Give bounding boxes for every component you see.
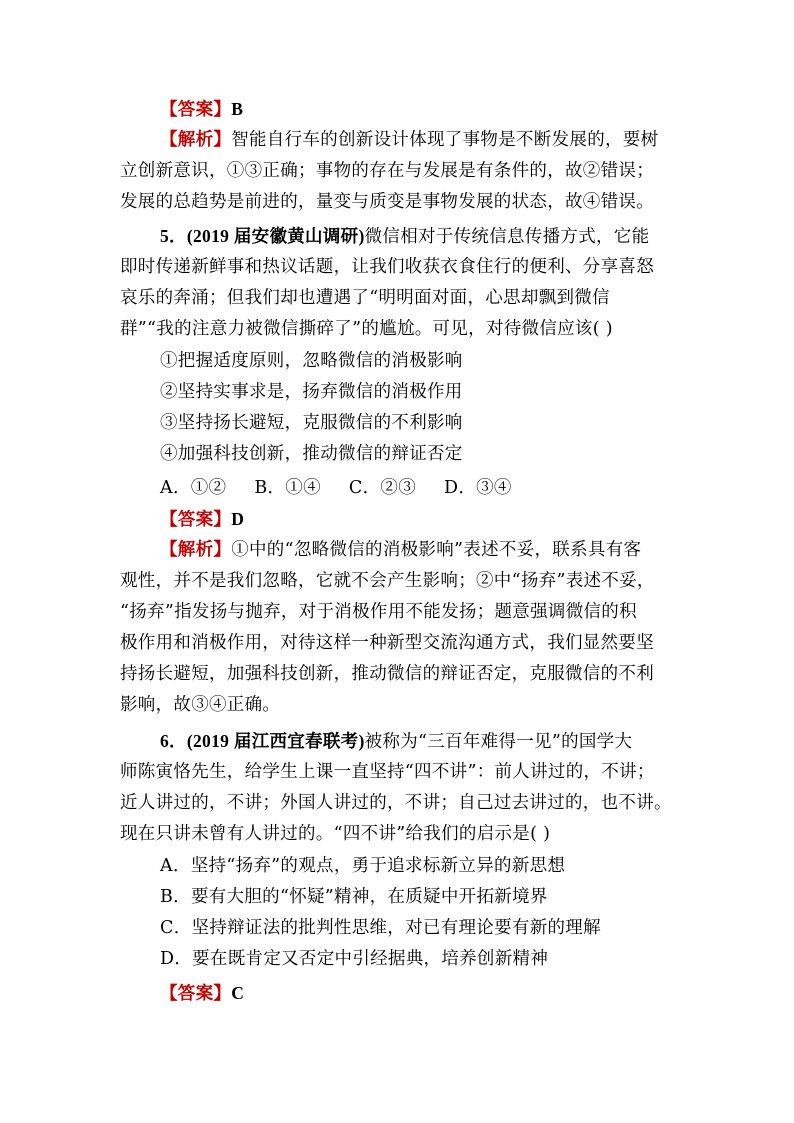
analysis-tag: 【解析】	[160, 540, 232, 560]
question-source: (2019 届安徽黄山调研)	[186, 226, 365, 246]
analysis-text: 立创新意识，①③正确；事物的存在与发展是有条件的，故②错误；	[120, 161, 654, 181]
question-number: 5．	[160, 226, 187, 246]
question-number: 6．	[160, 731, 187, 751]
q4-analysis-line	[160, 129, 680, 151]
q5-analysis-line	[160, 539, 680, 561]
answer-tag: 【答案】	[160, 984, 232, 1004]
analysis-text: 发展的总趋势是前进的，量变与质变是事物发展的状态，故④错误。	[120, 192, 654, 212]
q6-answer-line	[160, 982, 680, 1005]
answer-value: C	[231, 983, 245, 1003]
list-item: ①把握适度原则，忽略微信的消极影响	[160, 351, 463, 371]
analysis-tag: 【解析】	[160, 130, 232, 150]
question-stem: 微信相对于传统信息传播方式，它能	[364, 227, 650, 247]
option-c: C．坚持辩证法的批判性思维，对已有理论要有新的理解	[160, 918, 601, 938]
option-b: B．①④	[254, 478, 321, 498]
answer-tag: 【答案】	[160, 100, 232, 120]
q4-answer-line	[160, 98, 680, 121]
analysis-text: 智能自行车的创新设计体现了事物是不断发展的，要树	[231, 130, 659, 150]
question-stem: 群”“我的注意力被微信撕碎了”的尴尬。可见，对待微信应该( )	[120, 319, 613, 339]
answer-value: D	[231, 509, 245, 529]
question-source: (2019 届江西宜春联考)	[186, 731, 365, 751]
option-c: C．②③	[348, 478, 416, 498]
list-item: ④加强科技创新，推动微信的辩证否定	[160, 444, 463, 464]
option-a: A．①②	[160, 478, 227, 498]
list-item: ②坚持实事求是，扬弃微信的消极作用	[160, 382, 463, 402]
question-stem: 被称为“三百年难得一见”的国学大	[364, 732, 633, 752]
analysis-text: “扬弃”指发扬与抛弃，对于消极作用不能发扬；题意强调微信的积	[120, 602, 637, 622]
q6-stem-line	[160, 730, 680, 753]
analysis-text: ①中的“忽略微信的消极影响”表述不妥，联系具有客	[231, 540, 642, 560]
question-stem: 师陈寅恪先生，给学生上课一直坚持“四不讲”：前人讲过的，不讲；	[120, 762, 655, 782]
analysis-text: 观性，并不是我们忽略，它就不会产生影响；②中“扬弃”表述不妥，	[120, 571, 655, 591]
q5-stem-line	[160, 225, 680, 248]
question-stem: 近人讲过的，不讲；外国人讲过的，不讲；自己过去讲过的，也不讲。	[120, 793, 672, 813]
question-stem: 现在只讲未曾有人讲过的。“四不讲”给我们的启示是( )	[120, 824, 551, 844]
question-stem: 即时传递新鲜事和热议话题，让我们收获衣食住行的便利、分享喜怒	[120, 257, 654, 277]
option-b: B．要有大胆的“怀疑”精神，在质疑中开拓新境界	[160, 887, 548, 907]
option-d: D．要在既肯定又否定中引经据典，培养创新精神	[160, 949, 549, 969]
analysis-text: 极作用和消极作用，对待这样一种新型交流沟通方式，我们显然要坚	[120, 633, 654, 653]
analysis-text: 持扬长避短，加强科技创新，推动微信的辩证否定，克服微信的不利	[120, 664, 654, 684]
option-d: D．③④	[444, 478, 512, 498]
q5-options	[160, 477, 680, 499]
option-a: A．坚持“扬弃”的观点，勇于追求标新立异的新思想	[160, 856, 566, 876]
answer-tag: 【答案】	[160, 510, 232, 530]
analysis-text: 影响，故③④正确。	[120, 695, 281, 715]
q5-answer-line	[160, 508, 680, 531]
question-stem: 哀乐的奔涌；但我们却也遭遇了“明明面对面，心思却飘到微信	[120, 288, 610, 308]
list-item: ③坚持扬长避短，克服微信的不利影响	[160, 413, 463, 433]
answer-value: B	[231, 99, 244, 119]
